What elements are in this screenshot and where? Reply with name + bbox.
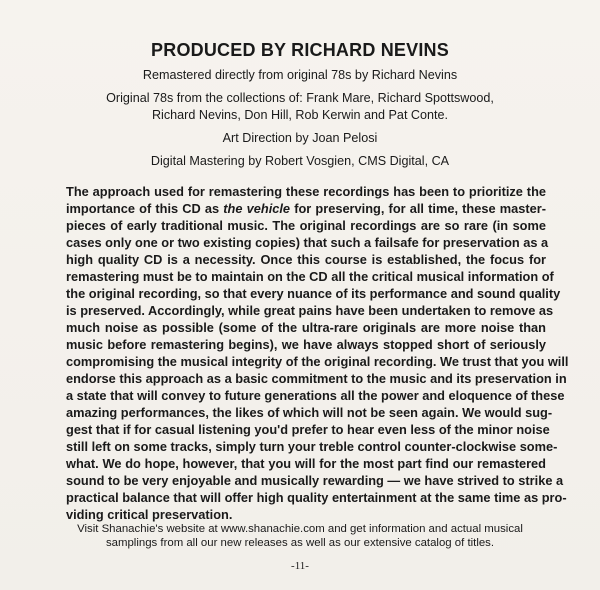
art-direction-credit: Art Direction by Joan Pelosi xyxy=(222,131,378,145)
statement-line: remastering must be to maintain on the CD all the critical musical information of xyxy=(66,269,554,284)
statement-fragment: importance of this CD as xyxy=(66,201,224,216)
credits-block xyxy=(0,67,600,176)
remastering-statement xyxy=(66,183,569,523)
statement-line: much noise as possible (some of the ultra-rare originals are more noise than xyxy=(66,320,546,335)
statement-line: high quality CD is a necessity. Once this course is established, the focus for xyxy=(66,252,546,267)
remastered-credit: Remastered directly from original 78s by Richard Nevins xyxy=(142,68,458,82)
statement-line: viding critical preservation. xyxy=(66,507,233,522)
statement-line: The approach used for remastering these recordings has been to prioritize the xyxy=(66,184,546,199)
statement-line: endorse this approach as a basic commitment to the music and its preservation in xyxy=(66,371,567,386)
statement-line: gest that if for casual listening you'd prefer to hear even less of the minor noise xyxy=(66,422,550,437)
statement-line: the original recording, so that every nuance of its performance and sound quality xyxy=(66,286,561,301)
statement-line: a state that will convey to future generations all the power and eloquence of these xyxy=(66,388,565,403)
statement-line: music before remastering begins), we have always stopped short of seriously xyxy=(66,337,546,352)
page-heading: PRODUCED BY RICHARD NEVINS xyxy=(151,40,449,60)
statement-line: what. We do hope, however, that you will for the most part find our remastered xyxy=(66,456,546,471)
collections-credit-line1: Original 78s from the collections of: Frank Mare, Richard Spottswood, xyxy=(106,91,494,105)
page-number: -11- xyxy=(291,560,309,572)
statement-line: is preserved. Accordingly, while great pains have been undertaken to remove as xyxy=(66,303,554,318)
statement-line: still left on some tracks, simply turn your treble control counter-clockwise some- xyxy=(66,439,558,454)
statement-line: practical balance that will offer high quality entertainment at the same time as pro- xyxy=(66,490,567,505)
website-notice-line1: Visit Shanachie's website at www.shanachie.com and get information and actual musical xyxy=(77,523,523,535)
mastering-credit: Digital Mastering by Robert Vosgien, CMS Digital, CA xyxy=(150,154,450,168)
statement-line: pieces of early traditional music. The original recordings are so rare (in some xyxy=(66,218,546,233)
collections-credit xyxy=(0,90,600,124)
statement-line: amazing performances, the likes of which will not be seen again. We would sug- xyxy=(66,405,553,420)
collections-credit-line2: Richard Nevins, Don Hill, Rob Kerwin and Pat Conte. xyxy=(151,108,449,122)
emphasis-the-vehicle: the vehicle xyxy=(223,201,291,216)
website-notice-line2: samplings from all our new releases as well as our extensive catalog of titles. xyxy=(105,537,495,549)
statement-line: cases only one or two existing copies) that such a failsafe for preservation as a xyxy=(66,235,549,250)
statement-line: compromising the musical integrity of the original recording. We trust that you will xyxy=(66,354,569,369)
statement-line xyxy=(66,200,546,217)
statement-fragment: for preserving, for all time, these master- xyxy=(290,201,546,216)
website-notice xyxy=(0,522,600,550)
statement-line: sound to be very enjoyable and musically rewarding — we have strived to strike a xyxy=(66,473,564,488)
